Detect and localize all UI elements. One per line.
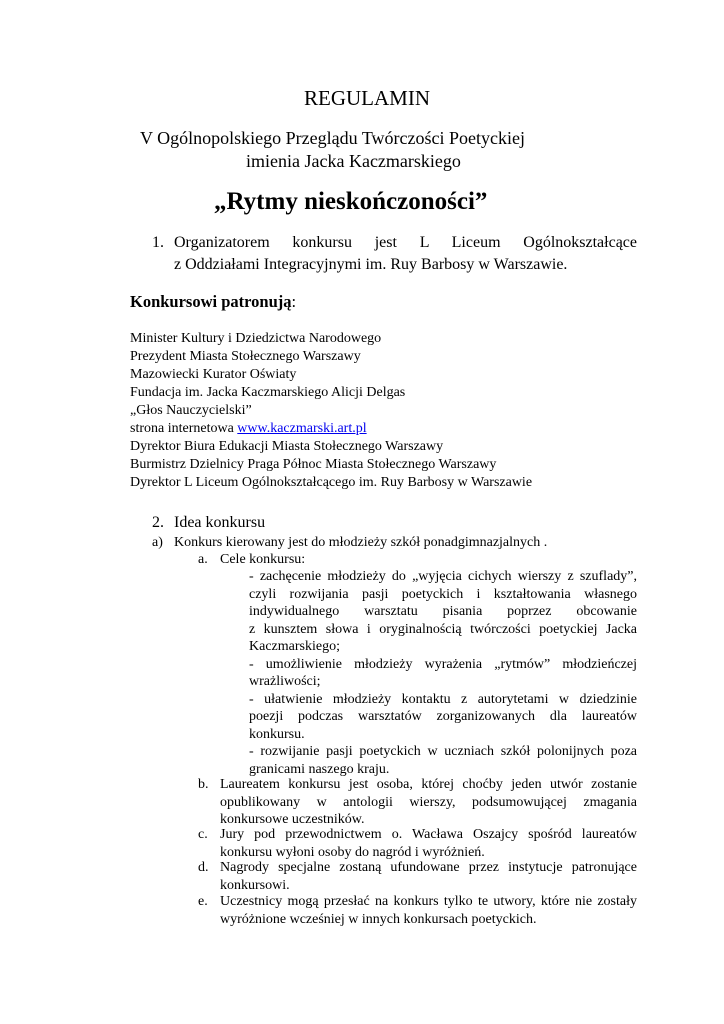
- subtitle-line-1: V Ogólnopolskiego Przeglądu Twórczości Poetyckiej: [140, 128, 526, 148]
- section-2-number: 2.: [152, 514, 164, 531]
- goal-1-line: z kunsztem słowa i oryginalnością twórczości poetyckiej Jacka: [249, 621, 637, 637]
- item-c-label: c.: [198, 827, 208, 842]
- list-item: Mazowiecki Kurator Oświaty: [130, 367, 297, 382]
- list-item: Prezydent Miasta Stołecznego Warszawy: [130, 349, 361, 364]
- goal-1-line: indywidualnego warsztatu pisania poprzez obcowanie: [249, 604, 637, 619]
- item-a-label: a): [152, 535, 163, 550]
- list-item: Burmistrz Dzielnicy Praga Północ Miasta Stołecznego Warszawy: [130, 457, 497, 472]
- goal-2-line: - umożliwienie młodzieży wyrażenia „rytmów” młodzieńczej: [249, 656, 637, 672]
- goals-list: [249, 568, 637, 778]
- item-d-line: konkursowi.: [220, 877, 290, 893]
- list-item: Minister Kultury i Dziedzictwa Narodowego: [130, 331, 382, 346]
- competition-name: „Rytmy nieskończoności”: [214, 188, 488, 215]
- patrons-colon: :: [291, 292, 297, 311]
- website-link[interactable]: www.kaczmarski.art.pl: [237, 421, 367, 436]
- item-d-text: [220, 859, 637, 894]
- patrons-list: [130, 330, 532, 492]
- goal-2-line: wrażliwości;: [249, 674, 321, 689]
- goals-label: a.: [198, 552, 208, 567]
- section-2-title: Idea konkursu: [174, 514, 266, 531]
- item-c-text: [220, 826, 637, 861]
- document-title: REGULAMIN: [304, 86, 430, 110]
- item-d-label: d.: [198, 860, 209, 875]
- patrons-heading-wrap: [130, 292, 296, 312]
- website-prefix: strona internetowa: [130, 421, 238, 436]
- item-e-label: e.: [198, 894, 208, 909]
- subtitle-line-2: imienia Jacka Kaczmarskiego: [246, 151, 461, 171]
- goal-4-line: - rozwijanie pasji poetyckich w uczniach szkół polonijnych poza: [249, 744, 637, 759]
- item-e-line: wyróżnione wcześniej w innych konkursach poetyckich.: [220, 911, 537, 927]
- goal-1-line: - zachęcenie młodzieży do „wyjęcia cichych wierszy z szuflady”,: [249, 569, 637, 584]
- patrons-heading: Konkursowi patronują: [130, 292, 292, 311]
- section-1-line-2: z Oddziałami Integracyjnymi im. Ruy Barbosy w Warszawie.: [174, 256, 568, 273]
- section-1-line-1: Organizatorem konkursu jest L Liceum Ogólnokształcące: [174, 234, 637, 251]
- item-d-line: Nagrody specjalne zostaną ufundowane przez instytucje patronujące: [220, 860, 637, 875]
- goal-1-line: Kaczmarskiego;: [249, 639, 340, 654]
- item-b-text: [220, 776, 637, 829]
- list-item: Dyrektor L Liceum Ogólnokształcącego im. Ruy Barbosy w Warszawie: [130, 475, 533, 490]
- item-c-line: Jury pod przewodnictwem o. Wacława Oszajcy spośród laureatów: [220, 827, 637, 842]
- item-c-line: konkursu wyłoni osoby do nagród i wyróżnień.: [220, 844, 485, 860]
- item-b-label: b.: [198, 777, 209, 792]
- list-item: „Głos Nauczycielski”: [130, 403, 252, 418]
- goal-1-line: czyli rozwijania pasji poetyckich i kształtowania własnego: [249, 586, 637, 602]
- item-e-text: [220, 893, 637, 928]
- goal-4-line: granicami naszego kraju.: [249, 761, 390, 777]
- website-item: [130, 420, 532, 438]
- item-b-line: konkursowe uczestników.: [220, 812, 365, 827]
- goal-3-line: - ułatwienie młodzieży kontaktu z autorytetami w dziedzinie: [249, 691, 637, 707]
- item-a-text: Konkurs kierowany jest do młodzieży szkół ponadgimnazjalnych .: [174, 535, 548, 550]
- item-e-line: Uczestnicy mogą przesłać na konkurs tylko te utwory, które nie zostały: [220, 894, 637, 909]
- goal-3-line: konkursu.: [249, 726, 305, 742]
- section-1-number: 1.: [152, 234, 164, 251]
- goal-3-line: poezji podczas warsztatów zorganizowanych dla laureatów: [249, 709, 637, 724]
- goals-title: Cele konkursu:: [220, 552, 306, 567]
- list-item: Fundacja im. Jacka Kaczmarskiego Alicji Delgas: [130, 385, 406, 400]
- item-b-line: Laureatem konkursu jest osoba, której choćby jeden utwór zostanie: [220, 777, 637, 792]
- item-b-line: opublikowany w antologii wierszy, podsumowującej zmagania: [220, 794, 637, 810]
- list-item: Dyrektor Biura Edukacji Miasta Stołecznego Warszawy: [130, 439, 444, 454]
